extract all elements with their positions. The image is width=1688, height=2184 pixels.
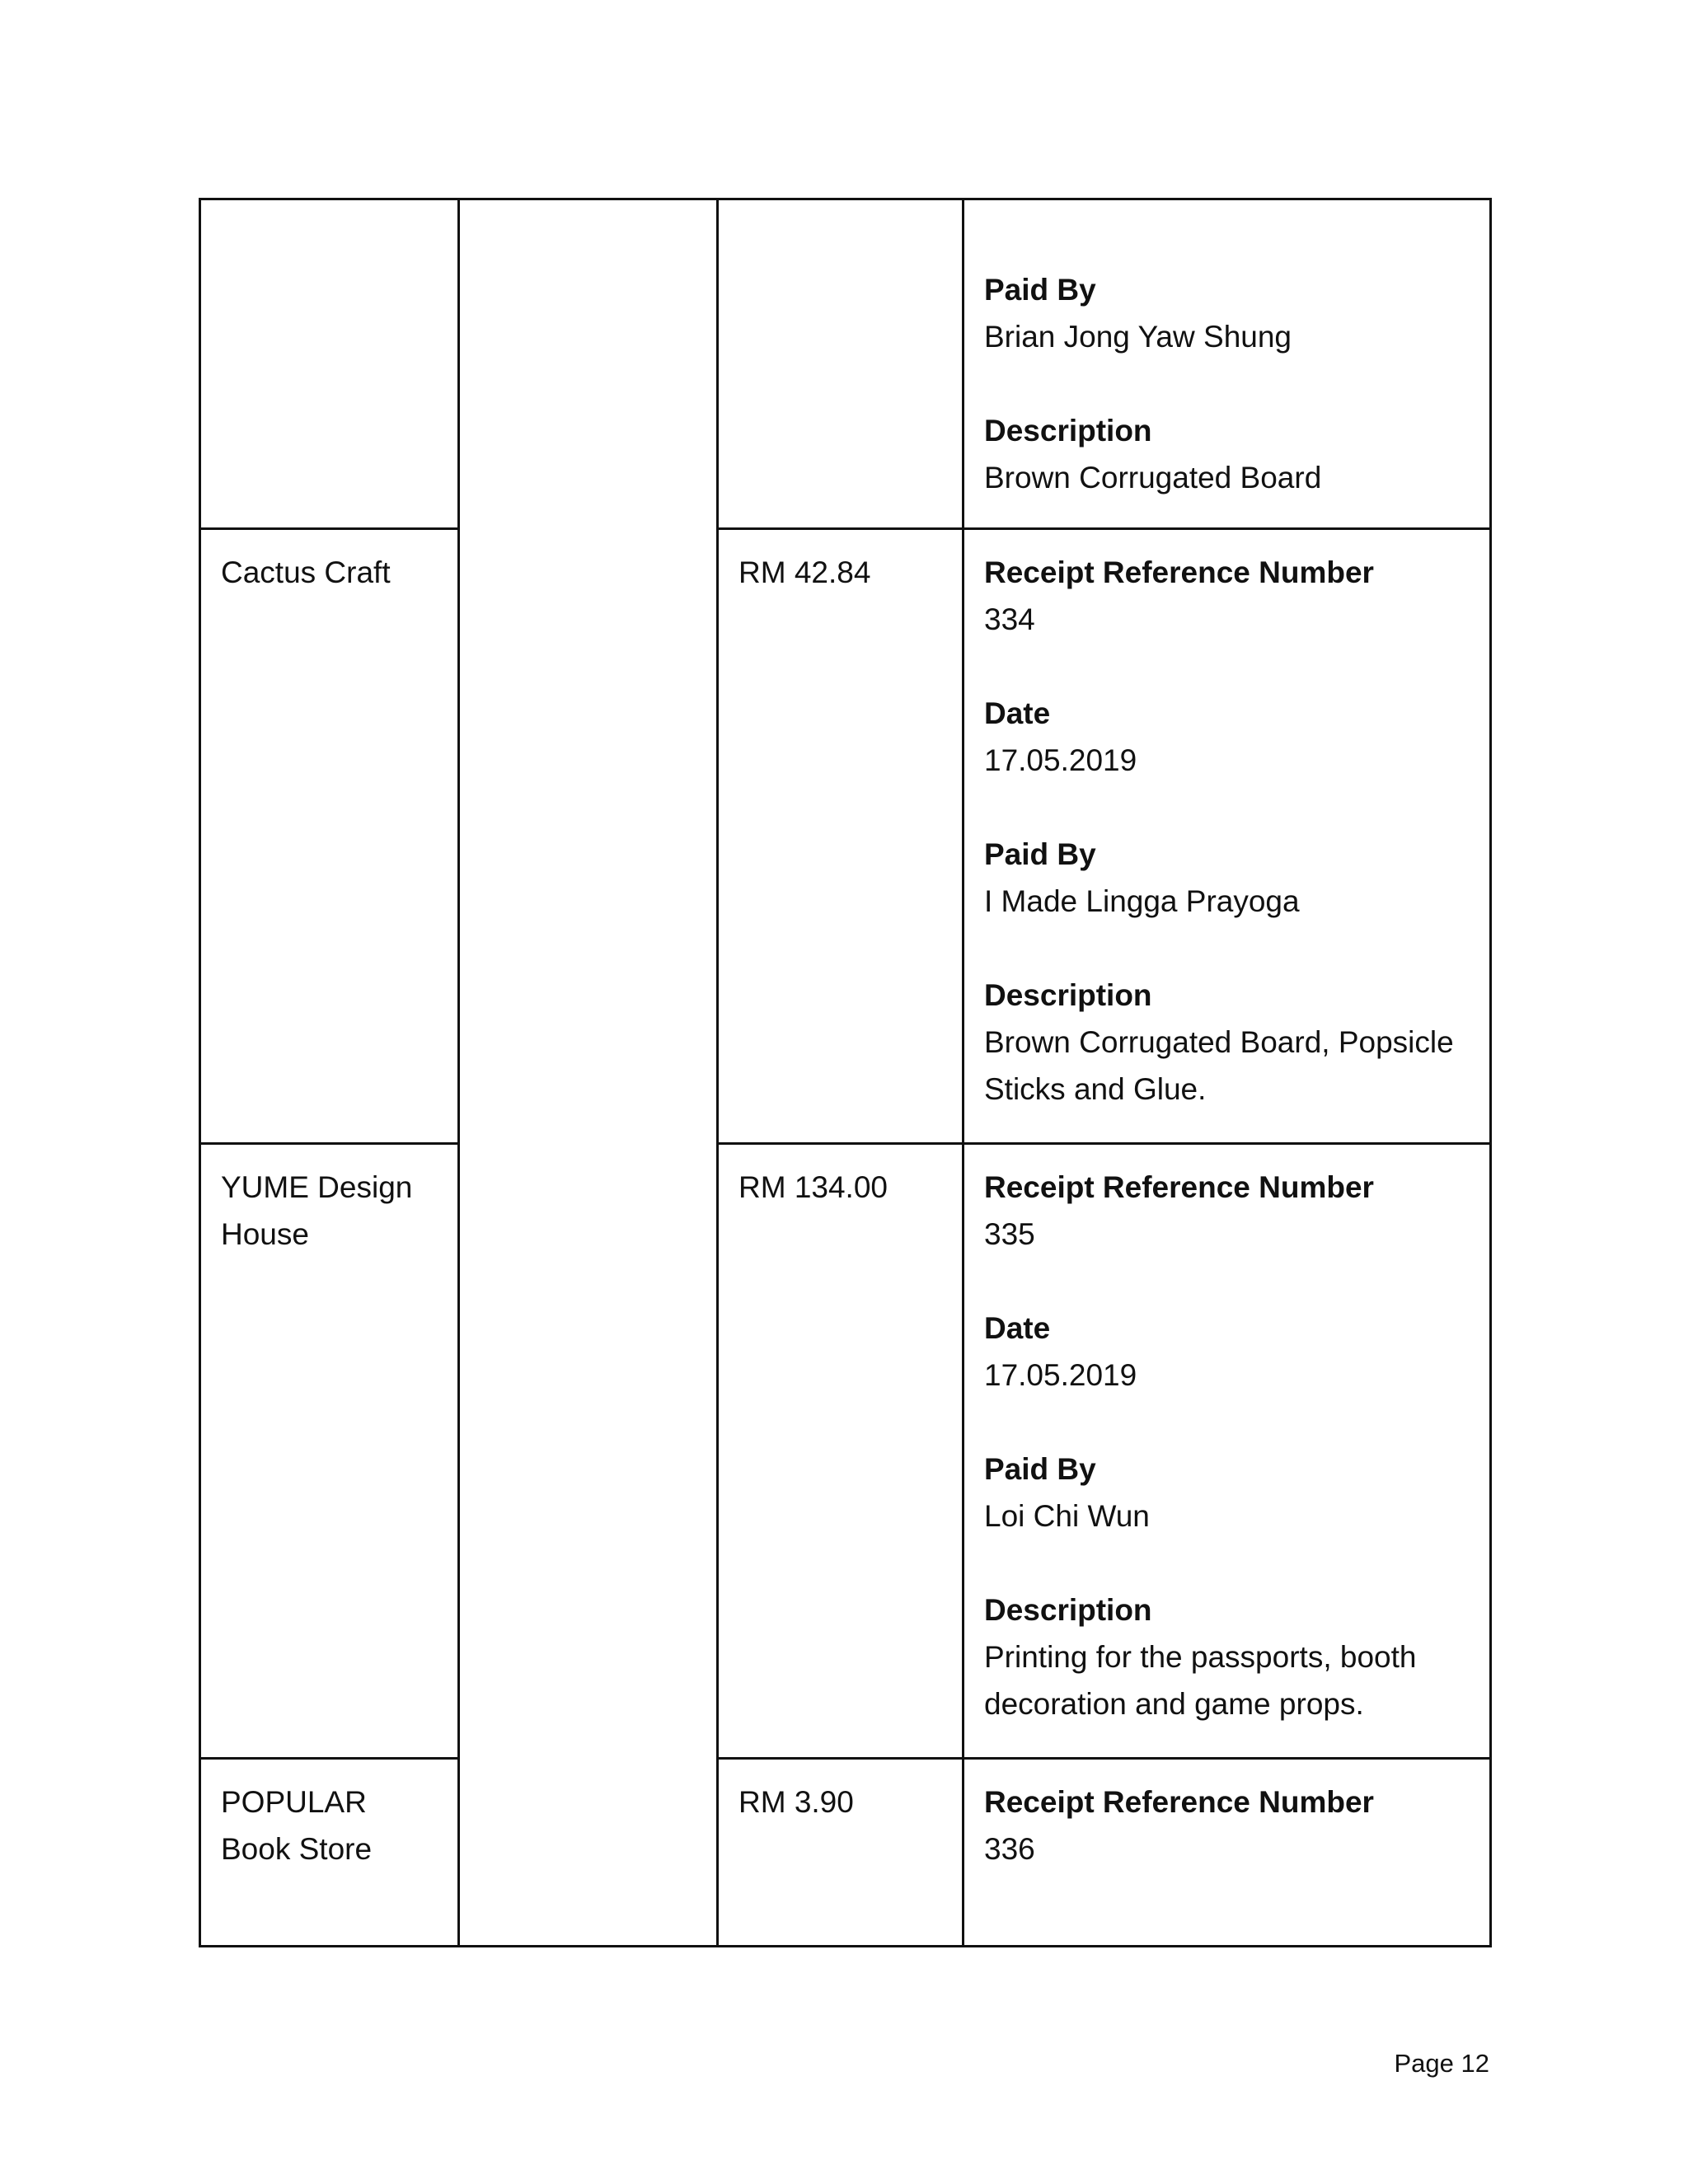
amount-cell	[718, 1759, 964, 1947]
field-value: Printing for the passports, booth decoration and game props.	[984, 1640, 1417, 1721]
paid-by-field	[984, 831, 1470, 925]
vendor-cell	[200, 1759, 459, 1947]
field-value: 17.05.2019	[984, 1358, 1137, 1392]
vendor-cell	[200, 1144, 459, 1759]
details-cell	[964, 199, 1491, 529]
description-field	[984, 972, 1470, 1113]
vendor-name: YUME Design House	[221, 1170, 413, 1251]
field-label: Paid By	[984, 273, 1096, 307]
table-row	[200, 199, 1491, 529]
field-value: I Made Lingga Prayoga	[984, 884, 1300, 918]
details-cell	[964, 1144, 1491, 1759]
table-row	[200, 529, 1491, 1144]
field-value: Brian Jong Yaw Shung	[984, 320, 1292, 354]
vendor-cell	[200, 199, 459, 529]
field-label: Receipt Reference Number	[984, 1785, 1374, 1819]
merged-empty-cell	[459, 199, 718, 1947]
field-label: Date	[984, 696, 1051, 730]
details-cell	[964, 1759, 1491, 1947]
details-cell	[964, 529, 1491, 1144]
receipt-reference-field	[984, 1779, 1470, 1872]
field-label: Description	[984, 1593, 1152, 1627]
table-row	[200, 1759, 1491, 1947]
field-value: Loi Chi Wun	[984, 1499, 1150, 1533]
field-label: Description	[984, 978, 1152, 1012]
paid-by-field	[984, 1446, 1470, 1540]
amount-cell	[718, 529, 964, 1144]
field-value: 335	[984, 1217, 1035, 1251]
description-field	[984, 1586, 1470, 1727]
date-field	[984, 1305, 1470, 1399]
description-field	[984, 407, 1470, 501]
vendor-cell	[200, 529, 459, 1144]
page-number: Page 12	[1394, 2049, 1489, 2078]
amount-value: RM 134.00	[738, 1170, 888, 1204]
amount-value: RM 3.90	[738, 1785, 854, 1819]
table-row	[200, 1144, 1491, 1759]
vendor-name: POPULAR Book Store	[221, 1785, 373, 1866]
amount-value: RM 42.84	[738, 555, 871, 589]
expense-table	[199, 198, 1492, 1947]
field-label: Receipt Reference Number	[984, 555, 1374, 589]
vendor-name: Cactus Craft	[221, 555, 391, 589]
paid-by-field	[984, 266, 1470, 360]
field-label: Paid By	[984, 1452, 1096, 1486]
field-label: Date	[984, 1311, 1051, 1345]
field-label: Paid By	[984, 837, 1096, 871]
amount-cell	[718, 199, 964, 529]
field-value: 334	[984, 602, 1035, 636]
field-value: 336	[984, 1832, 1035, 1866]
receipt-reference-field	[984, 549, 1470, 643]
field-label: Description	[984, 414, 1152, 448]
amount-cell	[718, 1144, 964, 1759]
date-field	[984, 690, 1470, 784]
field-value: Brown Corrugated Board, Popsicle Sticks and Glue.	[984, 1025, 1454, 1106]
field-value: Brown Corrugated Board	[984, 461, 1322, 494]
field-label: Receipt Reference Number	[984, 1170, 1374, 1204]
field-value: 17.05.2019	[984, 743, 1137, 777]
receipt-reference-field	[984, 1164, 1470, 1258]
